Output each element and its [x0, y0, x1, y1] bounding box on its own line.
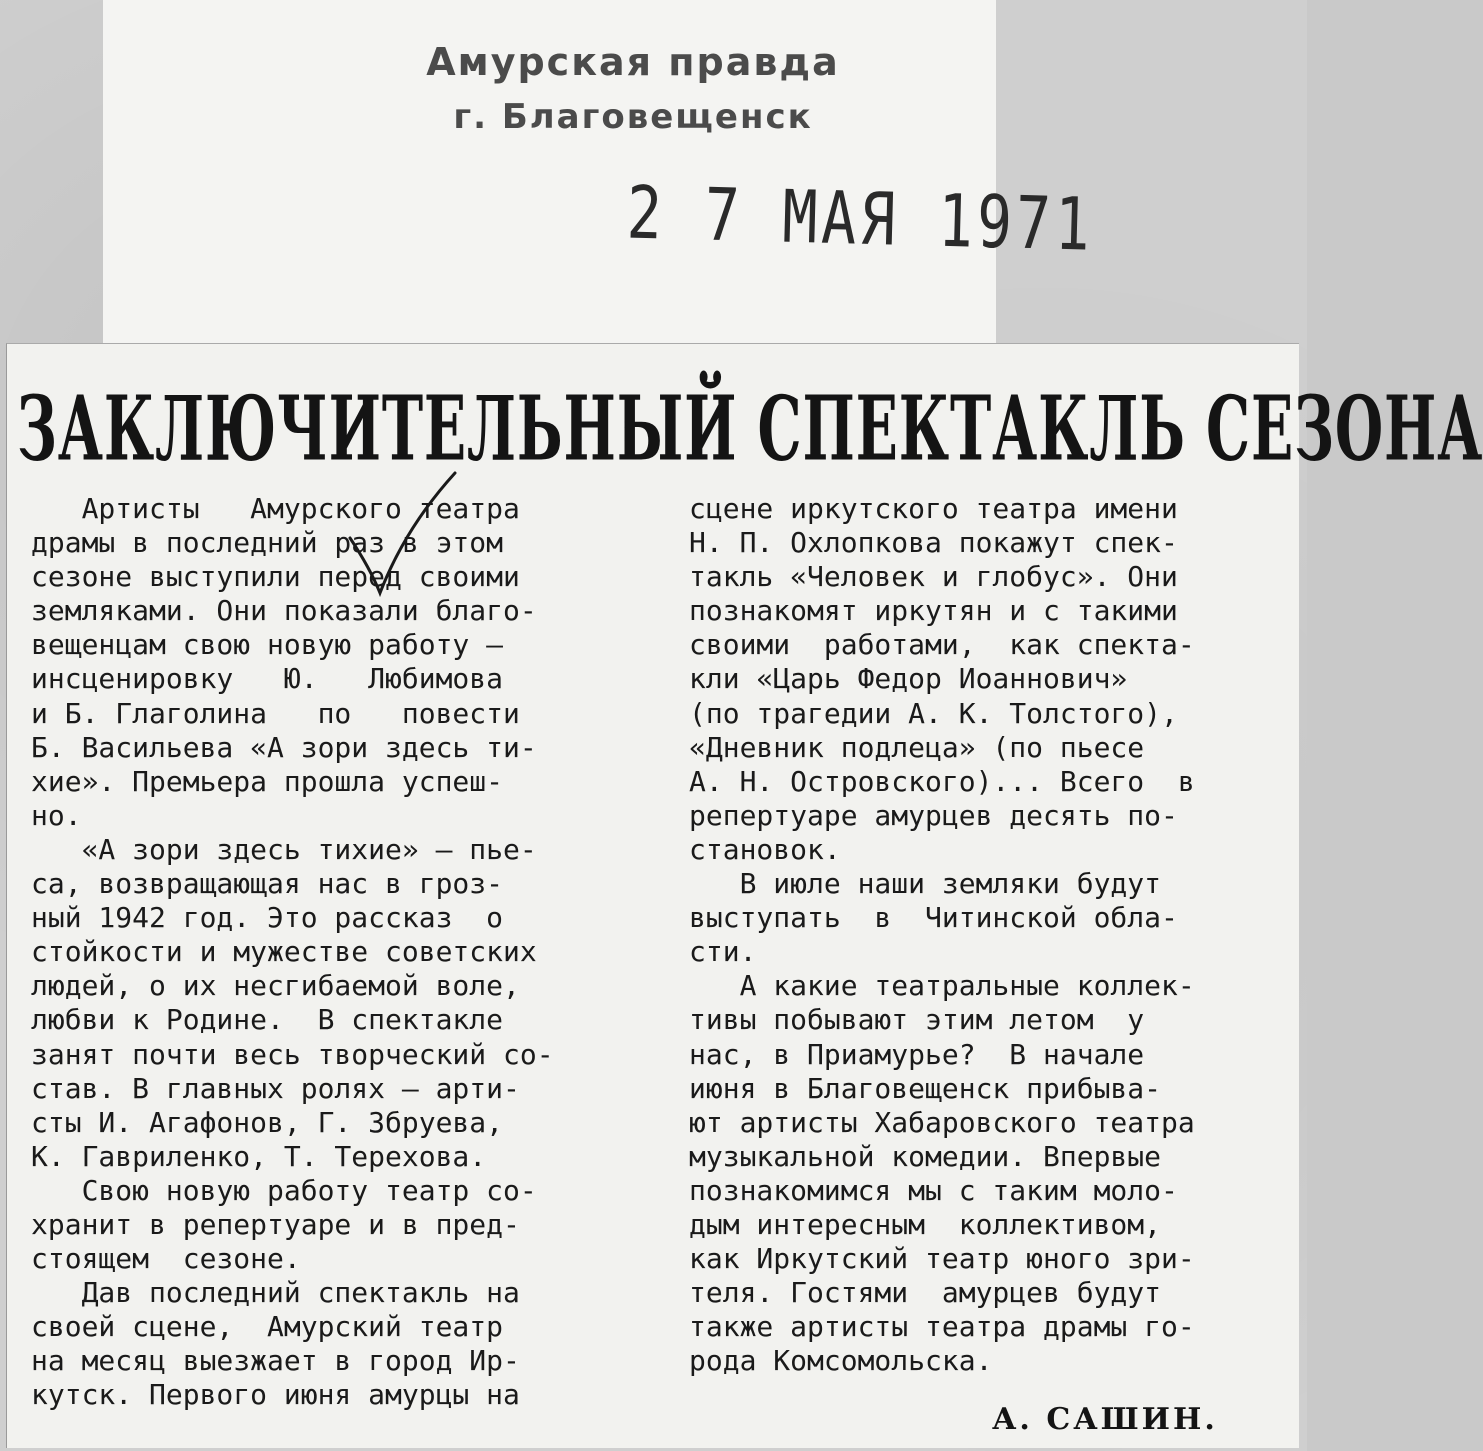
article-text-line: тивы побывают этим летом у	[689, 1003, 1145, 1037]
article-text-line: также артисты театра драмы го-	[689, 1310, 1195, 1344]
article-text-line: своей сцене, Амурский театр	[31, 1310, 504, 1344]
article-text-line: на месяц выезжает в город Ир-	[31, 1344, 520, 1378]
article-text-line: В июле наши земляки будут	[689, 867, 1162, 901]
stamp-date: 2 7 МАЯ 1971	[625, 170, 1095, 268]
stamp-city: г. Благовещенск	[453, 97, 813, 137]
article-text-line: Н. П. Охлопкова покажут спек-	[689, 526, 1178, 560]
article-text-line: июня в Благовещенск прибыва-	[689, 1071, 1162, 1105]
check-mark-icon	[345, 468, 465, 608]
article-text-line: познакомят иркутян и с такими	[689, 594, 1178, 628]
article-text-line: своими работами, как спекта-	[689, 628, 1195, 662]
article-text-line: нас, в Приамурье? В начале	[689, 1037, 1145, 1071]
article-text-line: хранит в репертуаре и в пред-	[31, 1207, 520, 1241]
archive-stamp-label	[103, 0, 1095, 345]
article-headline: ЗАКЛЮЧИТЕЛЬНЫЙ СПЕКТАКЛЬ СЕЗОНА	[17, 376, 1483, 482]
article-text-line: «Дневник подлеца» (по пьесе	[689, 730, 1145, 764]
article-text-line: инсценировку Ю. Любимова	[31, 662, 504, 696]
article-text-line: Б. Васильева «А зори здесь ти-	[31, 730, 537, 764]
article-left-column	[31, 492, 631, 1413]
article-right-column	[689, 492, 1289, 1378]
article-text-line: но.	[31, 798, 82, 832]
article-text-line: сты И. Агафонов, Г. Збруева,	[31, 1105, 504, 1139]
article-text-line: людей, о их несгибаемой воле,	[31, 969, 520, 1003]
article-text-line: кли «Царь Федор Иоаннович»	[689, 662, 1128, 696]
article-text-line: Свою новую работу театр со-	[31, 1173, 537, 1207]
article-text-line: рода Комсомольска.	[689, 1344, 993, 1378]
article-text-line: «А зори здесь тихие» — пье-	[31, 832, 537, 866]
article-text-line: А какие театральные коллек-	[689, 969, 1195, 1003]
article-text-line: ный 1942 год. Это рассказ о	[31, 901, 504, 935]
article-text-line: Дав последний спектакль на	[31, 1276, 520, 1310]
article-text-line: выступать в Читинской обла-	[689, 901, 1178, 935]
article-text-line: (по трагедии А. К. Толстого),	[689, 696, 1178, 730]
article-text-line: кутск. Первого июня амурцы на	[31, 1378, 520, 1412]
article-text-line: репертуаре амурцев десять по-	[689, 798, 1178, 832]
article-text-line: как Иркутский театр юного зри-	[689, 1242, 1195, 1276]
article-text-line: К. Гавриленко, Т. Терехова.	[31, 1139, 487, 1173]
article-text-line: занят почти весь творческий со-	[31, 1037, 554, 1071]
article-text-line: стойкости и мужестве советских	[31, 935, 537, 969]
article-text-line: теля. Гостями амурцев будут	[689, 1276, 1162, 1310]
article-text-line: земляками. Они показали благо-	[31, 594, 537, 628]
article-text-line: ют артисты Хабаровского театра	[689, 1105, 1195, 1139]
article-text-line: А. Н. Островского)... Всего в	[689, 764, 1195, 798]
article-text-line: познакомимся мы с таким моло-	[689, 1173, 1178, 1207]
article-text-line: став. В главных ролях — арти-	[31, 1071, 520, 1105]
article-text-line: сезоне выступили перед своими	[31, 560, 520, 594]
article-text-line: са, возвращающая нас в гроз-	[31, 867, 504, 901]
article-text-line: Артисты Амурского театра	[31, 492, 520, 525]
article-text-line: музыкальной комедии. Впервые	[689, 1139, 1162, 1173]
newspaper-clipping	[6, 343, 1483, 1448]
article-text-line: стоящем сезоне.	[31, 1242, 301, 1276]
article-text-line: любви к Родине. В спектакле	[31, 1003, 504, 1037]
stamp-source	[353, 38, 913, 140]
article-text-line: вещенцам свою новую работу —	[31, 628, 504, 662]
article-text-line: такль «Человек и глобус». Они	[689, 560, 1178, 594]
article-text-line: хие». Премьера прошла успеш-	[31, 764, 504, 798]
article-text-line: дым интересным коллективом,	[689, 1207, 1162, 1241]
article-text-line: и Б. Глаголина по повести	[31, 696, 520, 730]
article-signature: А. САШИН.	[992, 1402, 1218, 1437]
article-text-line: сцене иркутского театра имени	[689, 492, 1178, 525]
article-text-line: драмы в последний раз в этом	[31, 526, 504, 560]
article-text-line: становок.	[689, 832, 841, 866]
article-text-line: сти.	[689, 935, 757, 969]
stamp-newspaper-name: Амурская правда	[426, 40, 840, 84]
